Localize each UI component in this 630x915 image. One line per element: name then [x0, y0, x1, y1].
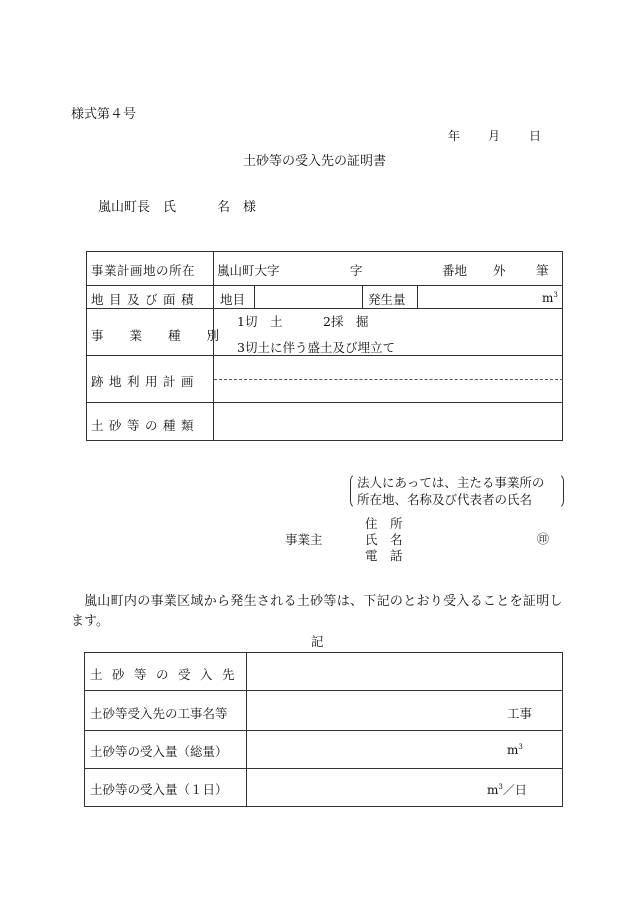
divider	[85, 690, 563, 691]
total-volume-unit: $m^3$	[507, 743, 523, 757]
destination-label: 土砂等の受入先	[90, 667, 245, 682]
date-month: 月	[488, 129, 501, 143]
location-label: 事業計画地の所在	[91, 263, 196, 278]
form-number: 様式第４号	[71, 107, 137, 122]
addressee-honorific: 様	[243, 200, 257, 215]
project-type-1: 1切 土	[237, 314, 283, 329]
soil-type-label: 土砂等の種類	[91, 418, 200, 433]
project-type-3: 3切土に伴う盛土及び埋立て	[237, 340, 395, 355]
project-name-label: 土砂等受入先の工事名等	[90, 706, 228, 721]
project-table	[86, 251, 563, 441]
date-year: 年	[448, 129, 461, 143]
project-type-2: 2採 掘	[323, 314, 369, 329]
addressee-name: 嵐山町長 氏	[98, 200, 177, 215]
hitsu-label: 筆	[536, 263, 549, 278]
total-volume-label: 土砂等の受入量（総量）	[90, 744, 228, 759]
owner-label: 事業主	[285, 532, 323, 547]
seal-mark: ㊞	[537, 532, 550, 546]
owner-name-label: 氏 名	[365, 532, 403, 547]
chimoku-label: 地目	[220, 292, 246, 307]
hoka-label: 外	[493, 263, 506, 278]
daily-volume-unit: $m^3/$日	[487, 783, 527, 797]
divider	[417, 285, 418, 308]
statement-line2: ます。	[71, 614, 109, 629]
banchi-label: 番地	[442, 263, 468, 278]
owner-address-label: 住 所	[365, 516, 403, 531]
divider	[254, 285, 255, 308]
addressee-name2: 名	[217, 200, 231, 215]
location-prefix: 嵐山町大字	[217, 263, 280, 278]
corporate-note-line1: 法人にあっては、主たる事業所の	[357, 475, 545, 490]
divider	[87, 285, 563, 286]
corporate-note-line2: 所在地、名称及び代表者の氏名	[357, 492, 533, 507]
construction-suffix: 工事	[507, 706, 533, 721]
divider	[85, 768, 563, 769]
divider	[85, 730, 563, 731]
receiving-table	[84, 652, 563, 807]
document-title: 土砂等の受入先の証明書	[243, 154, 387, 169]
divider	[87, 308, 563, 309]
statement-line1: 嵐山町内の事業区域から発生される土砂等は、下記のとおり受入ることを証明し	[84, 594, 563, 609]
date-day: 日	[529, 129, 542, 143]
divider	[362, 285, 363, 308]
volume-unit: $m^3$	[542, 291, 558, 305]
daily-volume-label: 土砂等の受入量（１日）	[90, 782, 228, 797]
divider	[213, 252, 214, 441]
aza-label: 字	[350, 263, 363, 278]
owner-phone-label: 電 話	[365, 548, 403, 563]
site-use-dotted-line	[214, 379, 563, 380]
land-area-label: 地目及び面積	[91, 292, 200, 307]
site-use-label: 跡地利用計画	[91, 374, 200, 389]
divider	[87, 402, 563, 403]
hasseiryo-label: 発生量	[368, 292, 406, 307]
ki-label: 記	[311, 634, 324, 649]
project-type-label: 事業種別	[91, 328, 246, 343]
